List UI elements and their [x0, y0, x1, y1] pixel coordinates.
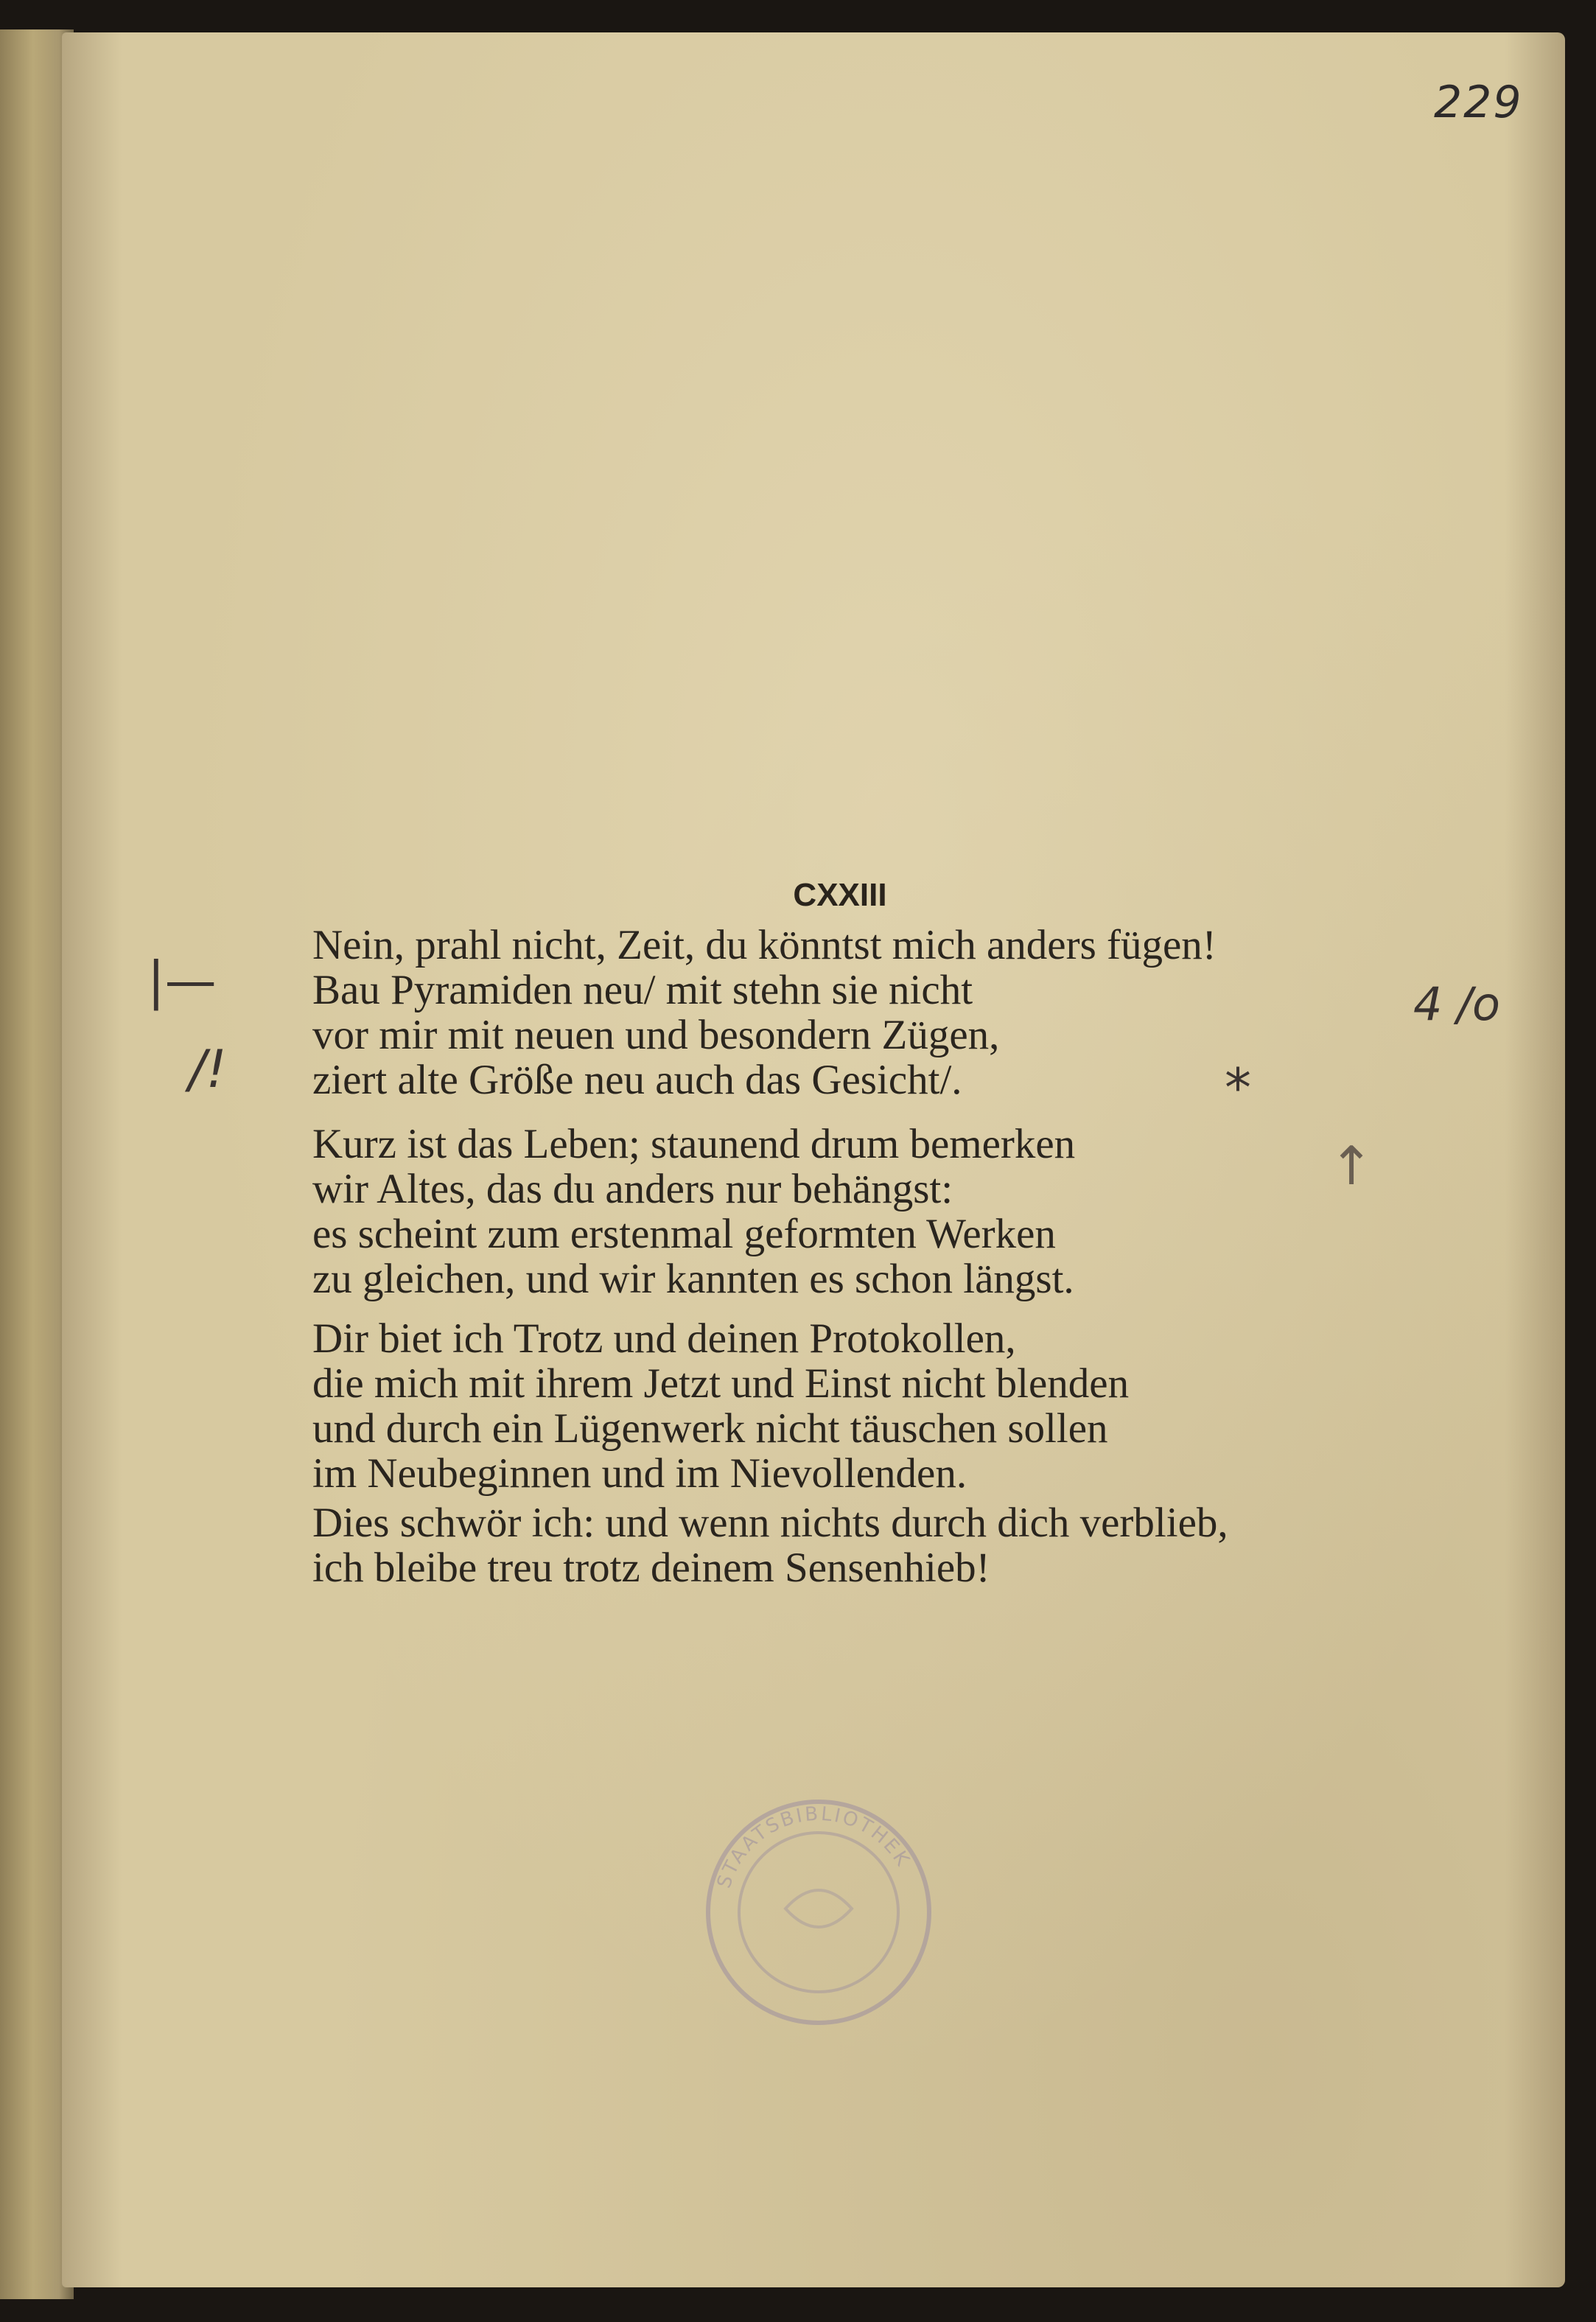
- margin-note-arrow: ↑: [1329, 1135, 1374, 1197]
- margin-note-left-top: |—: [147, 951, 217, 1011]
- poem-line: wir Altes, das du anders nur behängst:: [312, 1166, 953, 1212]
- poem-line: Bau Pyramiden neu/ mit stehn sie nicht: [312, 967, 973, 1013]
- margin-note-star: *: [1225, 1057, 1251, 1119]
- poem-line: und durch ein Lügenwerk nicht täuschen sollen: [312, 1405, 1108, 1452]
- poem-line: Dies schwör ich: und wenn nichts durch dich verblieb,: [312, 1500, 1228, 1546]
- stanza-4: [312, 1500, 1228, 1590]
- library-stamp-icon: [697, 1791, 940, 2034]
- svg-text:STAATSBIBLIOTHEK: [713, 1803, 914, 1891]
- stanza-2: [312, 1122, 1075, 1301]
- poem-title: CXXIII: [793, 877, 887, 913]
- poem-line: zu gleichen, und wir kannten es schon längst.: [312, 1256, 1074, 1302]
- poem-line: Nein, prahl nicht, Zeit, du könntst mich anders fügen!: [312, 922, 1217, 968]
- poem-line: ziert alte Größe neu auch das Gesicht/.: [312, 1057, 962, 1103]
- margin-note-right-top: 4 /o: [1413, 977, 1500, 1031]
- stamp-text: STAATSBIBLIOTHEK: [713, 1802, 915, 1892]
- page-number: 229: [1434, 77, 1523, 128]
- stanza-1: [312, 923, 1217, 1102]
- poem-line: es scheint zum erstenmal geformten Werken: [312, 1211, 1056, 1257]
- poem-line: vor mir mit neuen und besondern Zügen,: [312, 1012, 1000, 1058]
- poem-line: ich bleibe treu trotz deinem Sensenhieb!: [312, 1545, 990, 1591]
- margin-note-left-bottom: /!: [189, 1039, 227, 1099]
- poem-line: im Neubeginnen und im Nievollenden.: [312, 1450, 967, 1497]
- poem-line: Kurz ist das Leben; staunend drum bemerken: [312, 1121, 1076, 1167]
- stanza-3: [312, 1316, 1129, 1496]
- poem-line: Dir biet ich Trotz und deinen Protokollen,: [312, 1315, 1016, 1362]
- poem-line: die mich mit ihrem Jetzt und Einst nicht blenden: [312, 1360, 1130, 1407]
